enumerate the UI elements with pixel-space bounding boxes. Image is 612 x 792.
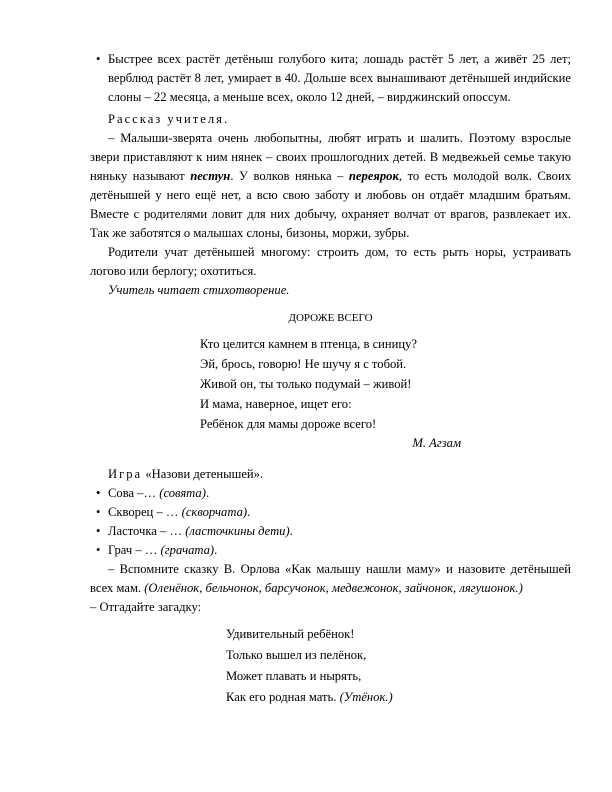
- game-item-end: .: [289, 524, 293, 538]
- document-page: [90, 50, 571, 708]
- poem-line: Кто целится камнем в птенца, в синицу?: [200, 337, 418, 351]
- game-item-prompt: Скворец – …: [108, 505, 182, 519]
- poem-title: ДОРОЖЕ ВСЕГО: [288, 312, 373, 324]
- game-heading: [90, 465, 571, 484]
- teacher-note-text: Учитель читает стихотворение.: [108, 283, 290, 297]
- poem-line: Ребёнок для мамы дороже всего!: [200, 417, 377, 431]
- riddle-line: Только вышел из пелёнок,: [226, 648, 367, 662]
- game-item-end: .: [247, 505, 251, 519]
- term-pereyarok: переярок: [348, 169, 399, 183]
- game-item-end: .: [205, 486, 210, 500]
- story-text-part-2: . У волков нянька –: [230, 169, 349, 183]
- game-item: [96, 541, 571, 560]
- fact-paragraph: [96, 50, 571, 107]
- riddle-last-text: Как его родная мать.: [226, 690, 340, 704]
- teacher-story-paragraph-2: Родители учат детёнышей многому: строить дом, то есть рыть норы, устраивать логово или берлогу; охотиться.: [90, 245, 571, 278]
- teacher-story-paragraph-1: [90, 129, 571, 243]
- teacher-story-heading: Рассказ учителя.: [108, 112, 230, 126]
- riddle: [90, 624, 571, 708]
- poem-line: И мама, наверное, ищет его:: [200, 397, 352, 411]
- story-text-part-1: – Малыши-зверята очень любопытны, любят играть и шалить. Поэтому взрослые звери приставляют к ним нянек – своих прошлогодних детей. В медвежьей семье такую няньку называют: [90, 131, 571, 183]
- game-item: [96, 522, 571, 541]
- poem-author: М. Агзам: [412, 436, 461, 450]
- bullet-icon: •: [96, 524, 101, 538]
- bullet-icon: •: [96, 505, 101, 519]
- bullet-icon: •: [96, 486, 101, 500]
- game-item-end: .: [214, 543, 218, 557]
- poem-line: Живой он, ты только подумай – живой!: [200, 377, 412, 391]
- teacher-note: [90, 281, 571, 300]
- story-text-part-3: , то есть молодой волк. Своих детёнышей у него ещё нет, а всю свою заботу и любовь он отдаёт младшим братьям. Вместе с родителями ловит для них добычу, охраняет волчат от врагов, развлекает их. Так же заботятся о малышах слоны, бизоны, моржи, зубры.: [90, 169, 571, 240]
- game-item-answer: (грачата): [160, 543, 215, 557]
- game-item: [96, 503, 571, 522]
- game-item-prompt: Сова –…: [108, 486, 160, 500]
- bullet-icon: •: [96, 52, 101, 66]
- game-item-prompt: Грач – …: [108, 543, 161, 557]
- riddle-intro: – Отгадайте загадку:: [90, 600, 202, 614]
- game-label: Игра: [108, 467, 143, 481]
- poem: [90, 334, 571, 434]
- game-item-answer: (совята): [159, 486, 206, 500]
- tale-answer: (Оленёнок, бельчонок, барсучонок, медвежонок, зайчонок, лягушонок.): [144, 581, 523, 595]
- riddle-line: Удивительный ребёнок!: [226, 627, 355, 641]
- bullet-icon: •: [96, 543, 101, 557]
- term-pestun: пестун: [190, 169, 231, 183]
- game-item-answer: (скворчата): [181, 505, 248, 519]
- riddle-line: Может плавать и нырять,: [226, 669, 362, 683]
- game-title: «Назови детенышей».: [145, 467, 264, 481]
- tale-text: – Вспомните сказку В. Орлова «Как малышу нашли маму» и назовите детёнышей всех мам.: [90, 562, 571, 595]
- tale-paragraph: [90, 560, 571, 598]
- poem-line: Эй, брось, говорю! Не шучу я с тобой.: [200, 357, 407, 371]
- riddle-line-last: [226, 687, 571, 708]
- riddle-answer: (Утёнок.): [339, 690, 393, 704]
- game-item-answer: (ласточкины дети): [185, 524, 290, 538]
- game-item-prompt: Ласточка – …: [108, 524, 186, 538]
- fact-text: Быстрее всех растёт детёныш голубого кита; лошадь растёт 5 лет, а живёт 25 лет; верблюд растёт 8 лет, умирает в 40. Дольше всех вынашивают детёнышей индийские слоны – 22 месяца, а меньше всех, около 12 дней, – вирджинский опоссум.: [108, 52, 571, 104]
- game-item: [96, 484, 571, 503]
